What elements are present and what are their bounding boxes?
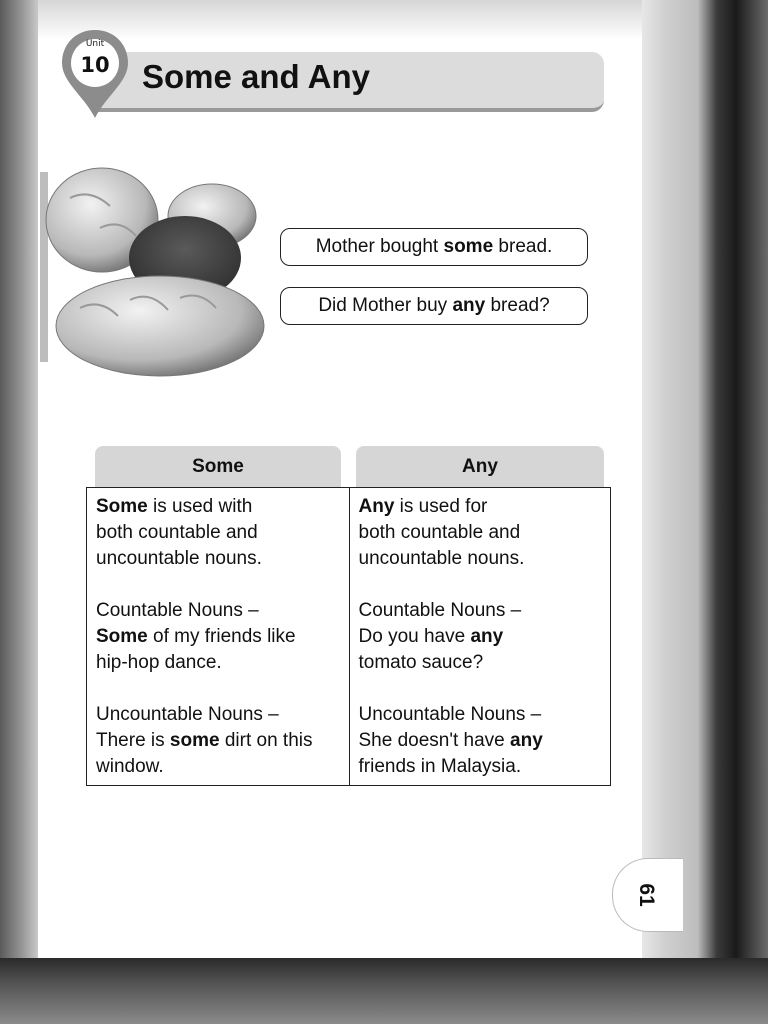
page-number: 61 bbox=[635, 883, 658, 907]
example-text: She doesn't have bbox=[358, 730, 511, 751]
table-header-any: Any bbox=[356, 446, 604, 488]
sentence-text: bread. bbox=[493, 236, 553, 257]
example-keyword: any bbox=[510, 730, 543, 751]
grammar-table bbox=[86, 487, 611, 786]
example-keyword: some bbox=[169, 730, 220, 751]
some-column bbox=[87, 488, 349, 785]
any-countable-example bbox=[359, 598, 603, 676]
bread-photo bbox=[40, 158, 266, 384]
example-label: Countable Nouns – bbox=[96, 600, 259, 621]
some-rule bbox=[96, 494, 341, 572]
unit-label: Unit bbox=[85, 39, 105, 49]
example-sentence-any bbox=[280, 287, 588, 325]
example-label: Countable Nouns – bbox=[358, 600, 522, 621]
example-text: tomato sauce? bbox=[358, 652, 484, 673]
any-uncountable-example bbox=[359, 702, 603, 780]
unit-number: 10 bbox=[80, 53, 110, 77]
rule-text: is used for bbox=[394, 496, 488, 517]
rule-keyword: Some bbox=[96, 496, 148, 517]
scan-left-edge bbox=[0, 0, 40, 1024]
sentence-text: Mother bought bbox=[315, 236, 444, 257]
table-header-some: Some bbox=[95, 446, 341, 488]
rule-text: both countable and bbox=[96, 522, 258, 543]
example-keyword: Some bbox=[96, 626, 148, 647]
rule-text: is used with bbox=[147, 496, 253, 517]
sentence-keyword: some bbox=[443, 236, 494, 257]
unit-title: Some and Any bbox=[142, 58, 370, 95]
example-text: of my friends like bbox=[147, 626, 296, 647]
example-keyword: any bbox=[470, 626, 504, 647]
example-sentence-some bbox=[280, 228, 588, 266]
any-rule bbox=[359, 494, 603, 572]
example-text: dirt on this bbox=[219, 730, 313, 751]
sentence-keyword: any bbox=[452, 295, 486, 316]
example-text: friends in Malaysia. bbox=[358, 756, 522, 777]
rule-text: uncountable nouns. bbox=[358, 548, 525, 569]
some-uncountable-example bbox=[96, 702, 341, 780]
example-label: Uncountable Nouns – bbox=[96, 704, 279, 725]
scan-bottom-edge bbox=[0, 958, 768, 1024]
rule-text: uncountable nouns. bbox=[96, 548, 262, 569]
sentence-text: bread? bbox=[485, 295, 550, 316]
rule-keyword: Any bbox=[358, 496, 395, 517]
some-countable-example bbox=[96, 598, 341, 676]
sentence-text: Did Mother buy bbox=[318, 295, 453, 316]
rule-text: both countable and bbox=[358, 522, 521, 543]
example-text: Do you have bbox=[358, 626, 471, 647]
example-text: window. bbox=[96, 756, 164, 777]
any-column bbox=[349, 488, 611, 785]
example-text: There is bbox=[96, 730, 170, 751]
example-text: hip-hop dance. bbox=[96, 652, 222, 673]
example-label: Uncountable Nouns – bbox=[358, 704, 542, 725]
